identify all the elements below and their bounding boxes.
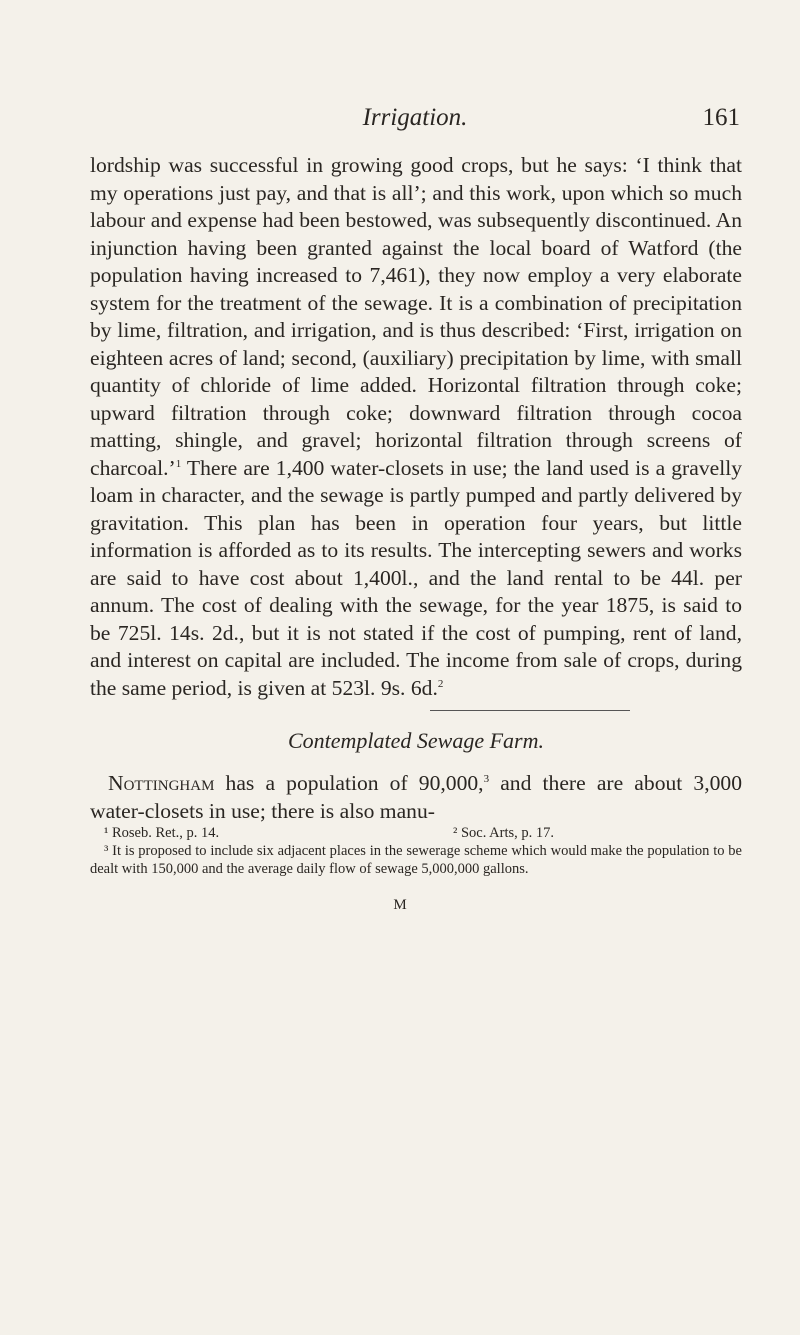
footnote-ref-3: 3 xyxy=(483,772,490,785)
page-header xyxy=(90,104,740,140)
footnote-row xyxy=(90,824,742,842)
paragraph-text: lordship was successful in growing good crops, but he says: ‘I think that my operations just pay, and that is all’; and this work, upon which so much labour and expense had been bestowed, was subsequently discontinued. An injunction having been granted against the local board of Watford (the population having increased to 7,461), they now employ a very elaborate system for the treatment of the sewage. It is a combination of precipitation by lime, filtration, and irrigation, and is thus described: ‘First, irrigation on eighteen acres of land; second, (auxiliary) precipitation by lime, with small quantity of chloride of lime added. Horizontal filtration through coke; upward filtration through coke; downward filtration through cocoa matting, shingle, and gravel; horizontal filtration through screens of charcoal.’ xyxy=(90,153,742,480)
main-paragraph xyxy=(90,152,742,702)
lead-word: Nottingham xyxy=(108,771,215,795)
section-text-a: has a population of 90,000, xyxy=(214,771,484,795)
section-paragraph xyxy=(90,770,742,825)
paragraph-text-cont: There are 1,400 water-closets in use; the land used is a gravelly loam in character, and the sewage is partly pumped and partly delivered by gravitation. This plan has been in operation four years, but little information is afforded as to its results. The intercepting sewers and works are said to have cost about 1,400l., and the land rental to be 44l. per annum. The cost of dealing with the sewage, for the year 1875, is said to be 725l. 14s. 2d., but it is not stated if the cost of pumping, rent of land, and interest on capital are included. The income from sale of crops, during the same period, is given at 523l. 9s. 6d. xyxy=(90,455,742,700)
footnote-ref-1: 1 xyxy=(175,457,182,470)
section-heading: Contemplated Sewage Farm. xyxy=(287,728,545,753)
signature-mark: M xyxy=(393,897,407,913)
footnote-ref-2: 2 xyxy=(437,677,444,690)
section-text-b: and there are about 3,000 water-closets in use; there is also manu- xyxy=(90,771,743,823)
footnotes xyxy=(90,824,742,878)
footnote-2: ² Soc. Arts, p. 17. xyxy=(453,825,555,841)
footnote-3: ³ It is proposed to include six adjacent places in the sewerage scheme which would make the population to be dealt with 150,000 and the average daily flow of sewage 5,000,000 gallons. xyxy=(90,843,742,877)
page-number: 161 xyxy=(702,104,740,131)
running-title: Irrigation. xyxy=(362,104,468,131)
section-divider xyxy=(430,710,630,711)
footnote-1: ¹ Roseb. Ret., p. 14. xyxy=(104,825,220,841)
